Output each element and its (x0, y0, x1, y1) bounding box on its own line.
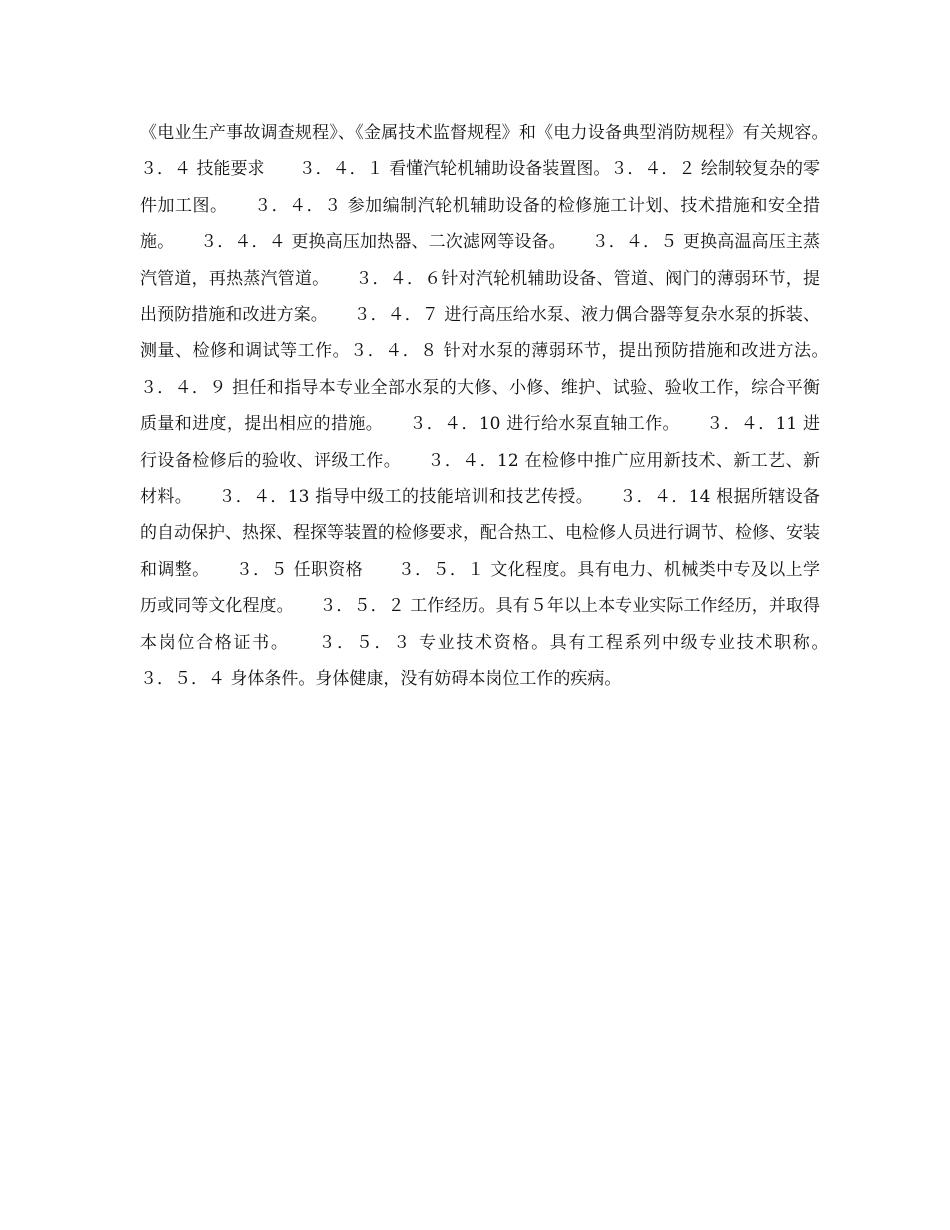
body-paragraph: 《电业生产事故调查规程》、《金属技术监督规程》和《电力设备典型消防规程》有关规容。 ３．４ 技能要求 ３．４．１ 看懂汽轮机辅助设备装置图。３．４．２ 绘制较复杂的零件加工图。 ３．４．３ 参加编制汽轮机辅助设备的检修施工计划、技术措施和安全措施。 ３．４．４ 更换高压加热器、二次滤网等设备。 ３．４．５ 更换高温高压主蒸汽管道，再热蒸汽管道。 ３．４．６针对汽轮机辅助设备、管道、阀门的薄弱环节，提出预防措施和改进方案。 ３．４．７ 进行高压给水泵、液力偶合器等复杂水泵的拆装、测量、检修和调试等工作。３．４．８ 针对水泵的薄弱环节，提出预防措施和改进方法。 ３．４．９ 担任和指导本专业全部水泵的大修、小修、维护、试验、验收工作，综合平衡质量和进度，提出相应的措施。 ３．４．10 进行给水泵直轴工作。 ３．４．11 进行设备检修后的验收、评级工作。 ３．４．12 在检修中推广应用新技术、新工艺、新材料。 ３．４．13 指导中级工的技能培训和技艺传授。 ３．４．14 根据所辖设备的自动保护、热探、程探等装置的检修要求，配合热工、电检修人员进行调节、检修、安装和调整。 ３．５ 任职资格 ３．５．１ 文化程度。具有电力、机械类中专及以上学历或同等文化程度。 ３．５．２ 工作经历。具有５年以上本专业实际工作经历，并取得本岗位合格证书。 ３．５．３ 专业技术资格。具有工程系列中级专业技术职称。 ３．５．４ 身体条件。身体健康，没有妨碍本岗位工作的疾病。 (140, 123, 854, 690)
